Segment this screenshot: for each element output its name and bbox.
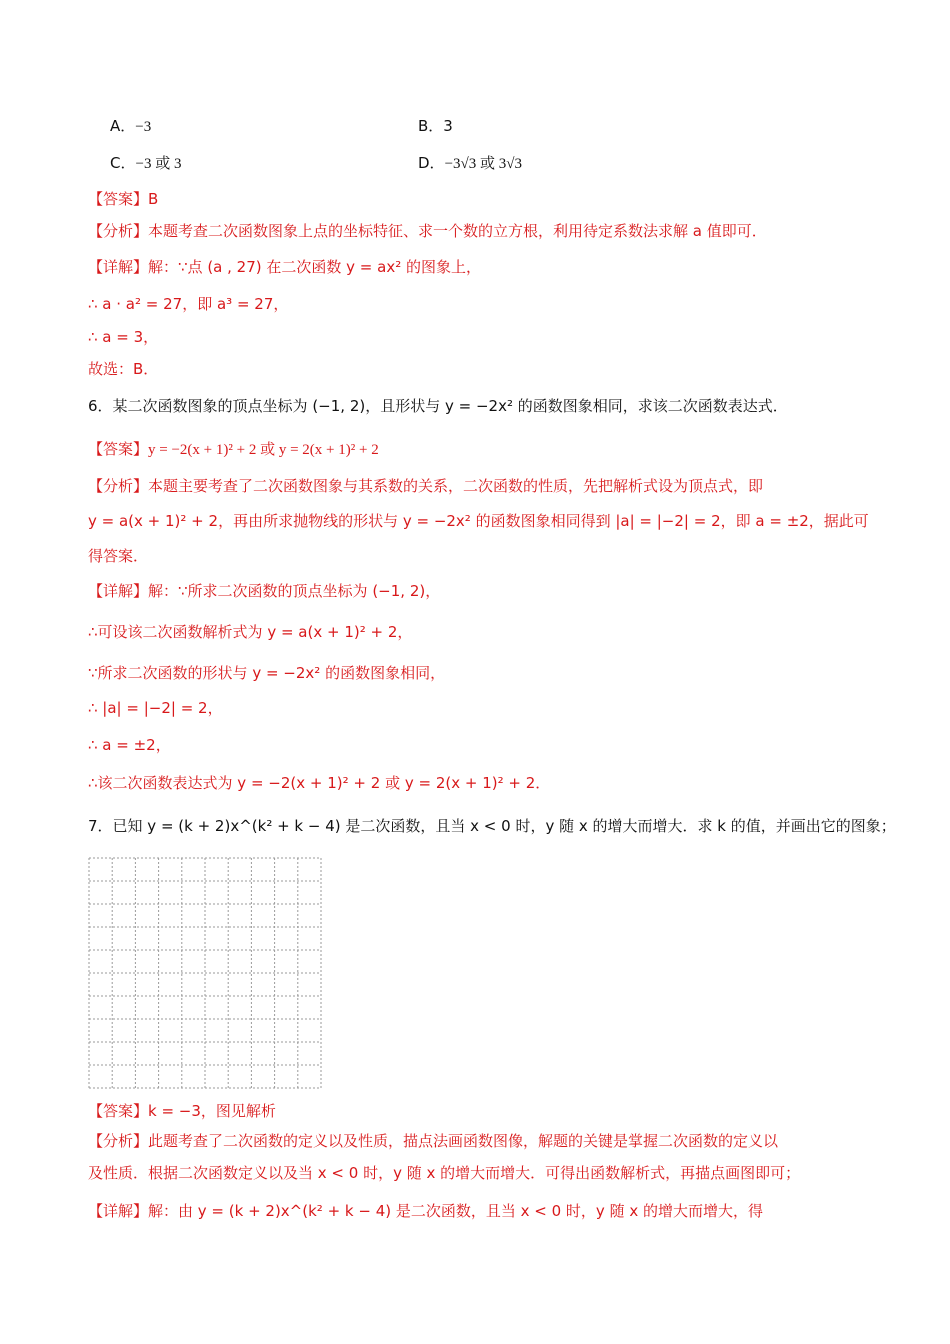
analysis-text: 本题主要考查了二次函数图象与其系数的关系，二次函数的性质，先把解析式设为顶点式，即 bbox=[148, 477, 764, 495]
q5-detail-1 bbox=[88, 256, 481, 278]
detail-text: 解：由 y = (k + 2)x^(k² + k − 4) 是二次函数，且当 x < 0 时，y 随 x 的增大而增大，得 bbox=[148, 1202, 763, 1220]
q5-detail-4: 故选：B． bbox=[88, 360, 159, 378]
option-d-value: −3√3 或 3√3 bbox=[444, 156, 522, 172]
q6-detail-6: ∴该二次函数表达式为 y = −2(x + 1)² + 2 或 y = 2(x + 1)² + 2． bbox=[88, 774, 551, 792]
option-c-label: C． bbox=[110, 154, 136, 172]
q5-analysis bbox=[88, 220, 767, 242]
analysis-text: 本题考查二次函数图象上点的坐标特征、求一个数的立方根，利用待定系数法求解 a 值即可． bbox=[148, 222, 767, 240]
detail-tag: 【详解】 bbox=[88, 582, 149, 600]
option-c-value: −3 或 3 bbox=[135, 156, 182, 172]
q6-detail-2: ∴可设该二次函数解析式为 y = a(x + 1)² + 2， bbox=[88, 623, 413, 641]
detail-text: 解：∵所求二次函数的顶点坐标为 (−1, 2)， bbox=[148, 582, 441, 600]
q6-analysis-1 bbox=[88, 475, 763, 497]
answer-value: y = −2(x + 1)² + 2 或 y = 2(x + 1)² + 2 bbox=[148, 442, 379, 458]
option-a bbox=[110, 115, 151, 138]
q7-analysis-1 bbox=[88, 1130, 778, 1152]
q5-answer bbox=[88, 188, 158, 210]
detail-tag: 【详解】 bbox=[88, 1202, 149, 1220]
answer-tag: 【答案】 bbox=[88, 190, 149, 208]
q7-detail-1 bbox=[88, 1200, 763, 1222]
option-b-label: B． bbox=[418, 117, 444, 135]
q6-detail-3: ∵所求二次函数的形状与 y = −2x² 的函数图象相同， bbox=[88, 664, 446, 682]
q6-question: 6．某二次函数图象的顶点坐标为 (−1, 2)，且形状与 y = −2x² 的函数图象相同，求该二次函数表达式． bbox=[88, 397, 788, 415]
q6-detail-4: ∴ |a| = |−2| = 2， bbox=[88, 699, 223, 717]
option-b-value: 3 bbox=[443, 117, 453, 135]
analysis-text: 此题考查了二次函数的定义以及性质，描点法画函数图像，解题的关键是掌握二次函数的定义以 bbox=[148, 1132, 779, 1150]
q6-detail-1 bbox=[88, 580, 440, 602]
blank-grid bbox=[88, 857, 322, 1089]
answer-value: B bbox=[148, 190, 159, 208]
q7-question: 7．已知 y = (k + 2)x^(k² + k − 4) 是二次函数，且当 x < 0 时，y 随 x 的增大而增大．求 k 的值，并画出它的图象； bbox=[88, 817, 896, 835]
answer-value: k = −3，图见解析 bbox=[148, 1102, 276, 1120]
option-a-label: A． bbox=[110, 117, 136, 135]
analysis-tag: 【分析】 bbox=[88, 1132, 149, 1150]
q7-analysis-2: 及性质．根据二次函数定义以及当 x < 0 时，y 随 x 的增大而增大．可得出函数解析式，再描点画图即可； bbox=[88, 1164, 801, 1182]
option-b bbox=[418, 115, 453, 137]
option-a-value: −3 bbox=[135, 119, 152, 135]
analysis-tag: 【分析】 bbox=[88, 222, 149, 240]
q5-detail-2: ∴ a · a² = 27，即 a³ = 27， bbox=[88, 295, 289, 313]
q7-answer bbox=[88, 1100, 276, 1122]
q6-analysis-2: y = a(x + 1)² + 2，再由所求抛物线的形状与 y = −2x² 的函数图象相同得到 |a| = |−2| = 2，即 a = ±2，据此可 bbox=[88, 512, 869, 530]
option-d-label: D． bbox=[418, 154, 445, 172]
answer-tag: 【答案】 bbox=[88, 440, 149, 458]
q6-analysis-3: 得答案． bbox=[88, 547, 149, 565]
detail-text: 解：∵点 (a , 27) 在二次函数 y = ax² 的图象上， bbox=[148, 258, 481, 276]
q5-detail-3: ∴ a = 3， bbox=[88, 328, 159, 346]
analysis-tag: 【分析】 bbox=[88, 477, 149, 495]
detail-tag: 【详解】 bbox=[88, 258, 149, 276]
option-d bbox=[418, 152, 522, 175]
q6-detail-5: ∴ a = ±2， bbox=[88, 736, 171, 754]
answer-tag: 【答案】 bbox=[88, 1102, 149, 1120]
option-c bbox=[110, 152, 181, 175]
q6-answer bbox=[88, 438, 379, 461]
